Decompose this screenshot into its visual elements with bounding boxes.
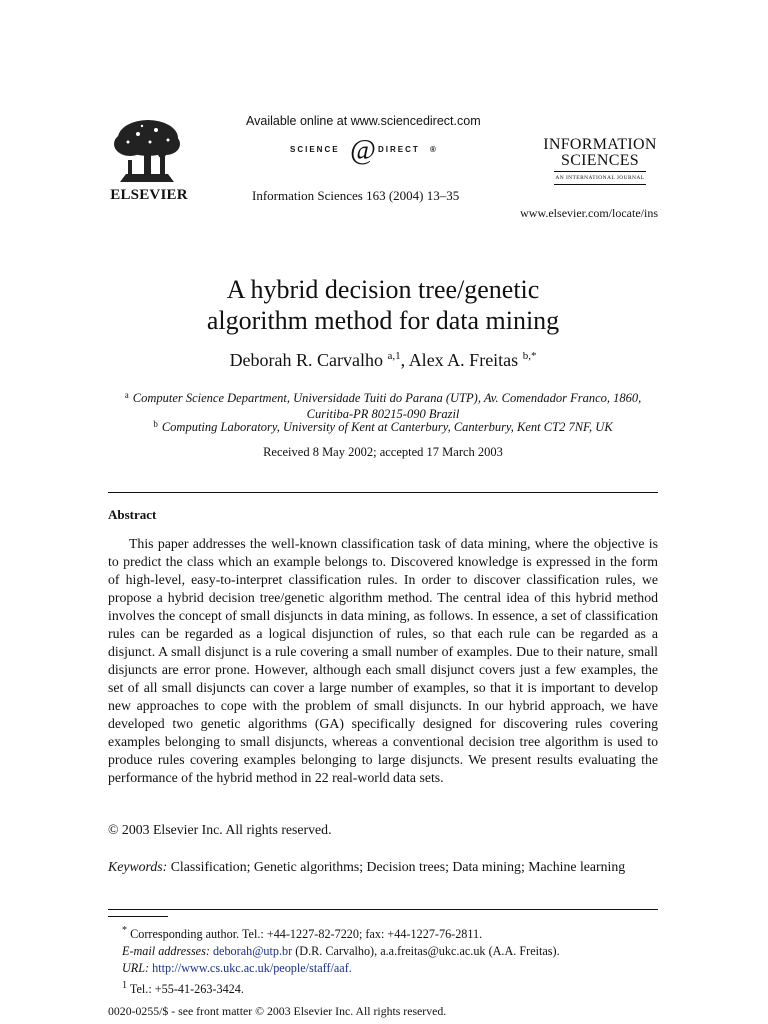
author-1: Deborah R. Carvalho	[229, 350, 384, 370]
keywords-text: Classification; Genetic algorithms; Decision trees; Data mining; Machine learning	[170, 859, 626, 874]
affiliation-b-text: Computing Laboratory, University of Kent at Canterbury, Canterbury, Kent CT2 7NF, UK	[161, 420, 613, 434]
journal-logo-rule2	[554, 184, 646, 185]
email-owner-2: (A.A. Freitas).	[488, 944, 560, 959]
footnote-corresponding-text: Corresponding author. Tel.: +44-1227-82-7220; fax: +44-1227-76-2811.	[130, 927, 483, 942]
footnote-star: *	[122, 925, 128, 936]
footnote-tel-text: Tel.: +55-41-263-3424.	[129, 982, 244, 997]
front-matter-line: 0020-0255/$ - see front matter © 2003 Elsevier Inc. All rights reserved.	[108, 1004, 447, 1018]
journal-logo	[536, 136, 664, 185]
sd-at-symbol: @	[350, 135, 376, 166]
abstract-heading: Abstract	[108, 507, 157, 522]
affiliation-b-mark: b	[153, 419, 158, 429]
received-dates: Received 8 May 2002; accepted 17 March 2003	[263, 445, 503, 459]
journal-logo-line1: INFORMATION	[543, 136, 657, 153]
author-separator: ,	[400, 350, 409, 370]
affiliation-a	[108, 387, 658, 422]
author-2-affil: b,*	[522, 350, 537, 362]
affiliation-a-text: Computer Science Department, Universidade Tuiti do Parana (UTP), Av. Comendador Franco, 1860, Curitiba-PR 80215-090 Brazil	[132, 391, 642, 421]
keywords	[108, 858, 658, 876]
journal-logo-rule	[554, 171, 646, 172]
abstract-bottom-rule	[108, 909, 658, 910]
abstract-paragraph: This paper addresses the well-known classification task of data mining, where the objective is to predict the class which an example belongs to. Discovered knowledge is expressed in the form of high-level, easy-to-interpret classification rules. In order to discover classification rules, we propose a hybrid decision tree/genetic algorithm method. The central idea of this hybrid method involves the concept of small disjuncts in data mining, as follows. In essence, a set of classification rules can be regarded as a logical disjunction of rules, so that each rule can be regarded as a disjunct. A small disjunct is a rule covering a small number of examples. Due to their nature, small disjuncts are error prone. However, although each small disjunct covers just a few examples, the set of all small disjuncts can cover a large number of examples, so that it is important to develop new approaches to cope with the problem of small disjuncts. In our hybrid approach, we have developed two genetic algorithms (GA) specifically designed for discovering rules covering examples belonging to small disjuncts, whereas a conventional decision tree algorithm is used to produce rules covering examples belonging to large disjuncts. We present results evaluating the performance of the hybrid method in 22 real-world data sets.	[108, 536, 658, 785]
affiliation-b	[108, 419, 658, 435]
journal-logo-line2: SCIENCES	[561, 152, 639, 169]
url-label: URL:	[122, 961, 150, 976]
footnote-corresponding	[108, 922, 658, 943]
sciencedirect-logo	[290, 136, 450, 166]
sd-left-word: SCIENCE	[290, 145, 340, 154]
footnotes	[108, 922, 658, 998]
email-link-1[interactable]: deborah@utp.br	[212, 944, 293, 959]
keywords-label: Keywords:	[108, 859, 168, 874]
title-line-2: algorithm method for data mining	[206, 306, 560, 335]
abstract-body	[108, 535, 658, 787]
url-link[interactable]: http://www.cs.ukc.ac.uk/people/staff/aaf.	[152, 961, 352, 976]
email-owner-1: (D.R. Carvalho),	[295, 944, 378, 959]
publisher-name: ELSEVIER	[110, 187, 188, 203]
author-line	[108, 350, 658, 371]
title-line-1: A hybrid decision tree/genetic	[226, 275, 540, 304]
paper-title	[108, 274, 658, 336]
available-online-text: Available online at www.sciencedirect.com	[246, 114, 481, 128]
journal-url[interactable]: www.elsevier.com/locate/ins	[520, 206, 658, 220]
journal-reference: Information Sciences 163 (2004) 13–35	[252, 188, 460, 203]
author-1-affil: a,1	[387, 350, 401, 362]
footnote-rule	[108, 916, 168, 917]
footnote-emails	[108, 943, 658, 960]
abstract-top-rule	[108, 492, 658, 493]
abstract-copyright: © 2003 Elsevier Inc. All rights reserved.	[108, 822, 332, 837]
footnote-tel	[108, 977, 658, 998]
affiliation-a-mark: a	[124, 390, 129, 400]
journal-logo-line3: AN INTERNATIONAL JOURNAL	[555, 175, 645, 181]
author-2: Alex A. Freitas	[408, 350, 519, 370]
email-link-2[interactable]: a.a.freitas@ukc.ac.uk	[380, 944, 486, 959]
email-label: E-mail addresses:	[122, 944, 210, 959]
footnote-url	[108, 960, 658, 977]
sd-registered-mark: ®	[430, 145, 436, 154]
sd-right-word: DIRECT	[378, 145, 420, 154]
footnote-one: 1	[122, 980, 128, 992]
